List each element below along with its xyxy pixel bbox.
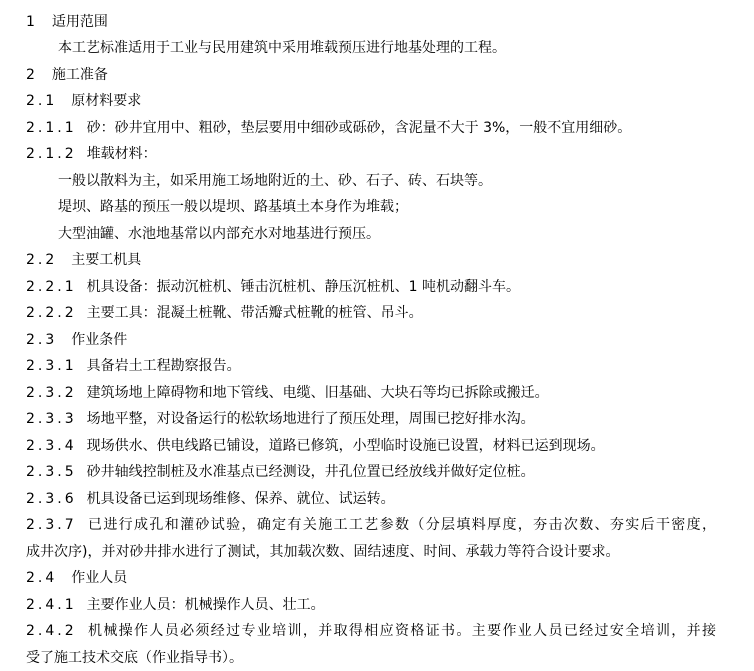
clause-text: 砂井轴线控制桩及水准基点已经测设，井孔位置已经放线并做好定位桩。 (86, 464, 535, 480)
clause-text: 场地平整，对设备运行的松软场地进行了预压处理，周围已挖好排水沟。 (86, 411, 535, 427)
heading-text: 作业人员 (71, 570, 128, 586)
clause-text: 机具设备：振动沉桩机、锤击沉桩机、静压沉桩机、1 吨机动翻斗车。 (86, 279, 520, 295)
clause-text: 机械操作人员必须经过专业培训，并取得相应资格证书。主要作业人员已经过安全培训，并接 (86, 623, 716, 639)
clause-number: 2.3.1 (26, 358, 77, 374)
heading-1 (26, 9, 108, 35)
clause-2-3-6 (26, 486, 395, 512)
clause-2-4-2 (26, 618, 716, 644)
clause-text: 已进行成孔和灌砂试验，确定有关施工工艺参数（分层填料厚度，夯击次数、夯实后干密度， (86, 517, 716, 533)
clause-2-3-2 (26, 380, 549, 406)
paragraph: 本工艺标准适用于工业与民用建筑中采用堆载预压进行地基处理的工程。 (58, 40, 506, 56)
clause-2-3-7 (26, 512, 716, 538)
clause-continuation: 成井次序)，并对砂井排水进行了测试，其加载次数、固结速度、时间、承载力等符合设计要求。 (26, 544, 620, 560)
clause-text: 主要作业人员：机械操作人员、壮工。 (86, 597, 325, 613)
clause-number: 2.3.2 (26, 385, 77, 401)
section-number: 2.4 (26, 570, 58, 586)
heading-text: 主要工机具 (71, 252, 142, 268)
heading-2-3 (26, 327, 127, 353)
clause-number: 2.1.1 (26, 120, 77, 136)
section-number: 2.1 (26, 93, 58, 109)
clause-number: 2.3.3 (26, 411, 77, 427)
heading-text: 适用范围 (51, 14, 108, 30)
clause-text: 具备岩土工程勘察报告。 (86, 358, 241, 374)
heading-text: 作业条件 (71, 332, 128, 348)
clause-2-1-1 (26, 115, 631, 141)
clause-number: 2.3.7 (26, 517, 77, 533)
clause-text: 堆载材料： (86, 146, 157, 162)
clause-number: 2.4.2 (26, 623, 77, 639)
clause-2-2-2 (26, 300, 423, 326)
clause-text: 砂：砂井宜用中、粗砂，垫层要用中细砂或砾砂，含泥量不大于 3%，一般不宜用细砂。 (86, 120, 632, 136)
clause-number: 2.2.1 (26, 279, 77, 295)
list-item: 一般以散料为主，如采用施工场地附近的土、砂、石子、砖、石块等。 (58, 173, 492, 189)
heading-text: 原材料要求 (71, 93, 142, 109)
clause-2-3-4 (26, 433, 605, 459)
section-number: 2 (26, 67, 38, 83)
list-item: 大型油罐、水池地基常以内部充水对地基进行预压。 (58, 226, 380, 242)
clause-number: 2.3.5 (26, 464, 77, 480)
clause-text: 机具设备已运到现场维修、保养、就位、试运转。 (86, 491, 395, 507)
clause-text: 现场供水、供电线路已铺设，道路已修筑，小型临时设施已设置，材料已运到现场。 (86, 438, 605, 454)
clause-number: 2.3.4 (26, 438, 77, 454)
clause-2-1-2 (26, 141, 157, 167)
clause-text: 建筑场地上障碍物和地下管线、电缆、旧基础、大块石等均已拆除或搬迁。 (86, 385, 549, 401)
clause-2-3-5 (26, 459, 535, 485)
clause-number: 2.2.2 (26, 305, 77, 321)
clause-2-4-1 (26, 592, 325, 618)
heading-2-2 (26, 247, 141, 273)
heading-2-4 (26, 565, 127, 591)
heading-text: 施工准备 (51, 67, 108, 83)
clause-continuation: 受了施工技术交底（作业指导书）。 (26, 650, 243, 666)
clause-text: 主要工具：混凝土桩靴、带活瓣式桩靴的桩管、吊斗。 (86, 305, 423, 321)
clause-2-3-3 (26, 406, 535, 432)
section-number: 2.3 (26, 332, 58, 348)
clause-number: 2.3.6 (26, 491, 77, 507)
clause-2-2-1 (26, 274, 520, 300)
clause-number: 2.4.1 (26, 597, 77, 613)
clause-number: 2.1.2 (26, 146, 77, 162)
heading-2 (26, 62, 108, 88)
clause-2-3-1 (26, 353, 241, 379)
section-number: 2.2 (26, 252, 58, 268)
list-item: 堤坝、路基的预压一般以堤坝、路基填土本身作为堆载； (58, 199, 408, 215)
section-number: 1 (26, 14, 38, 30)
heading-2-1 (26, 88, 141, 114)
